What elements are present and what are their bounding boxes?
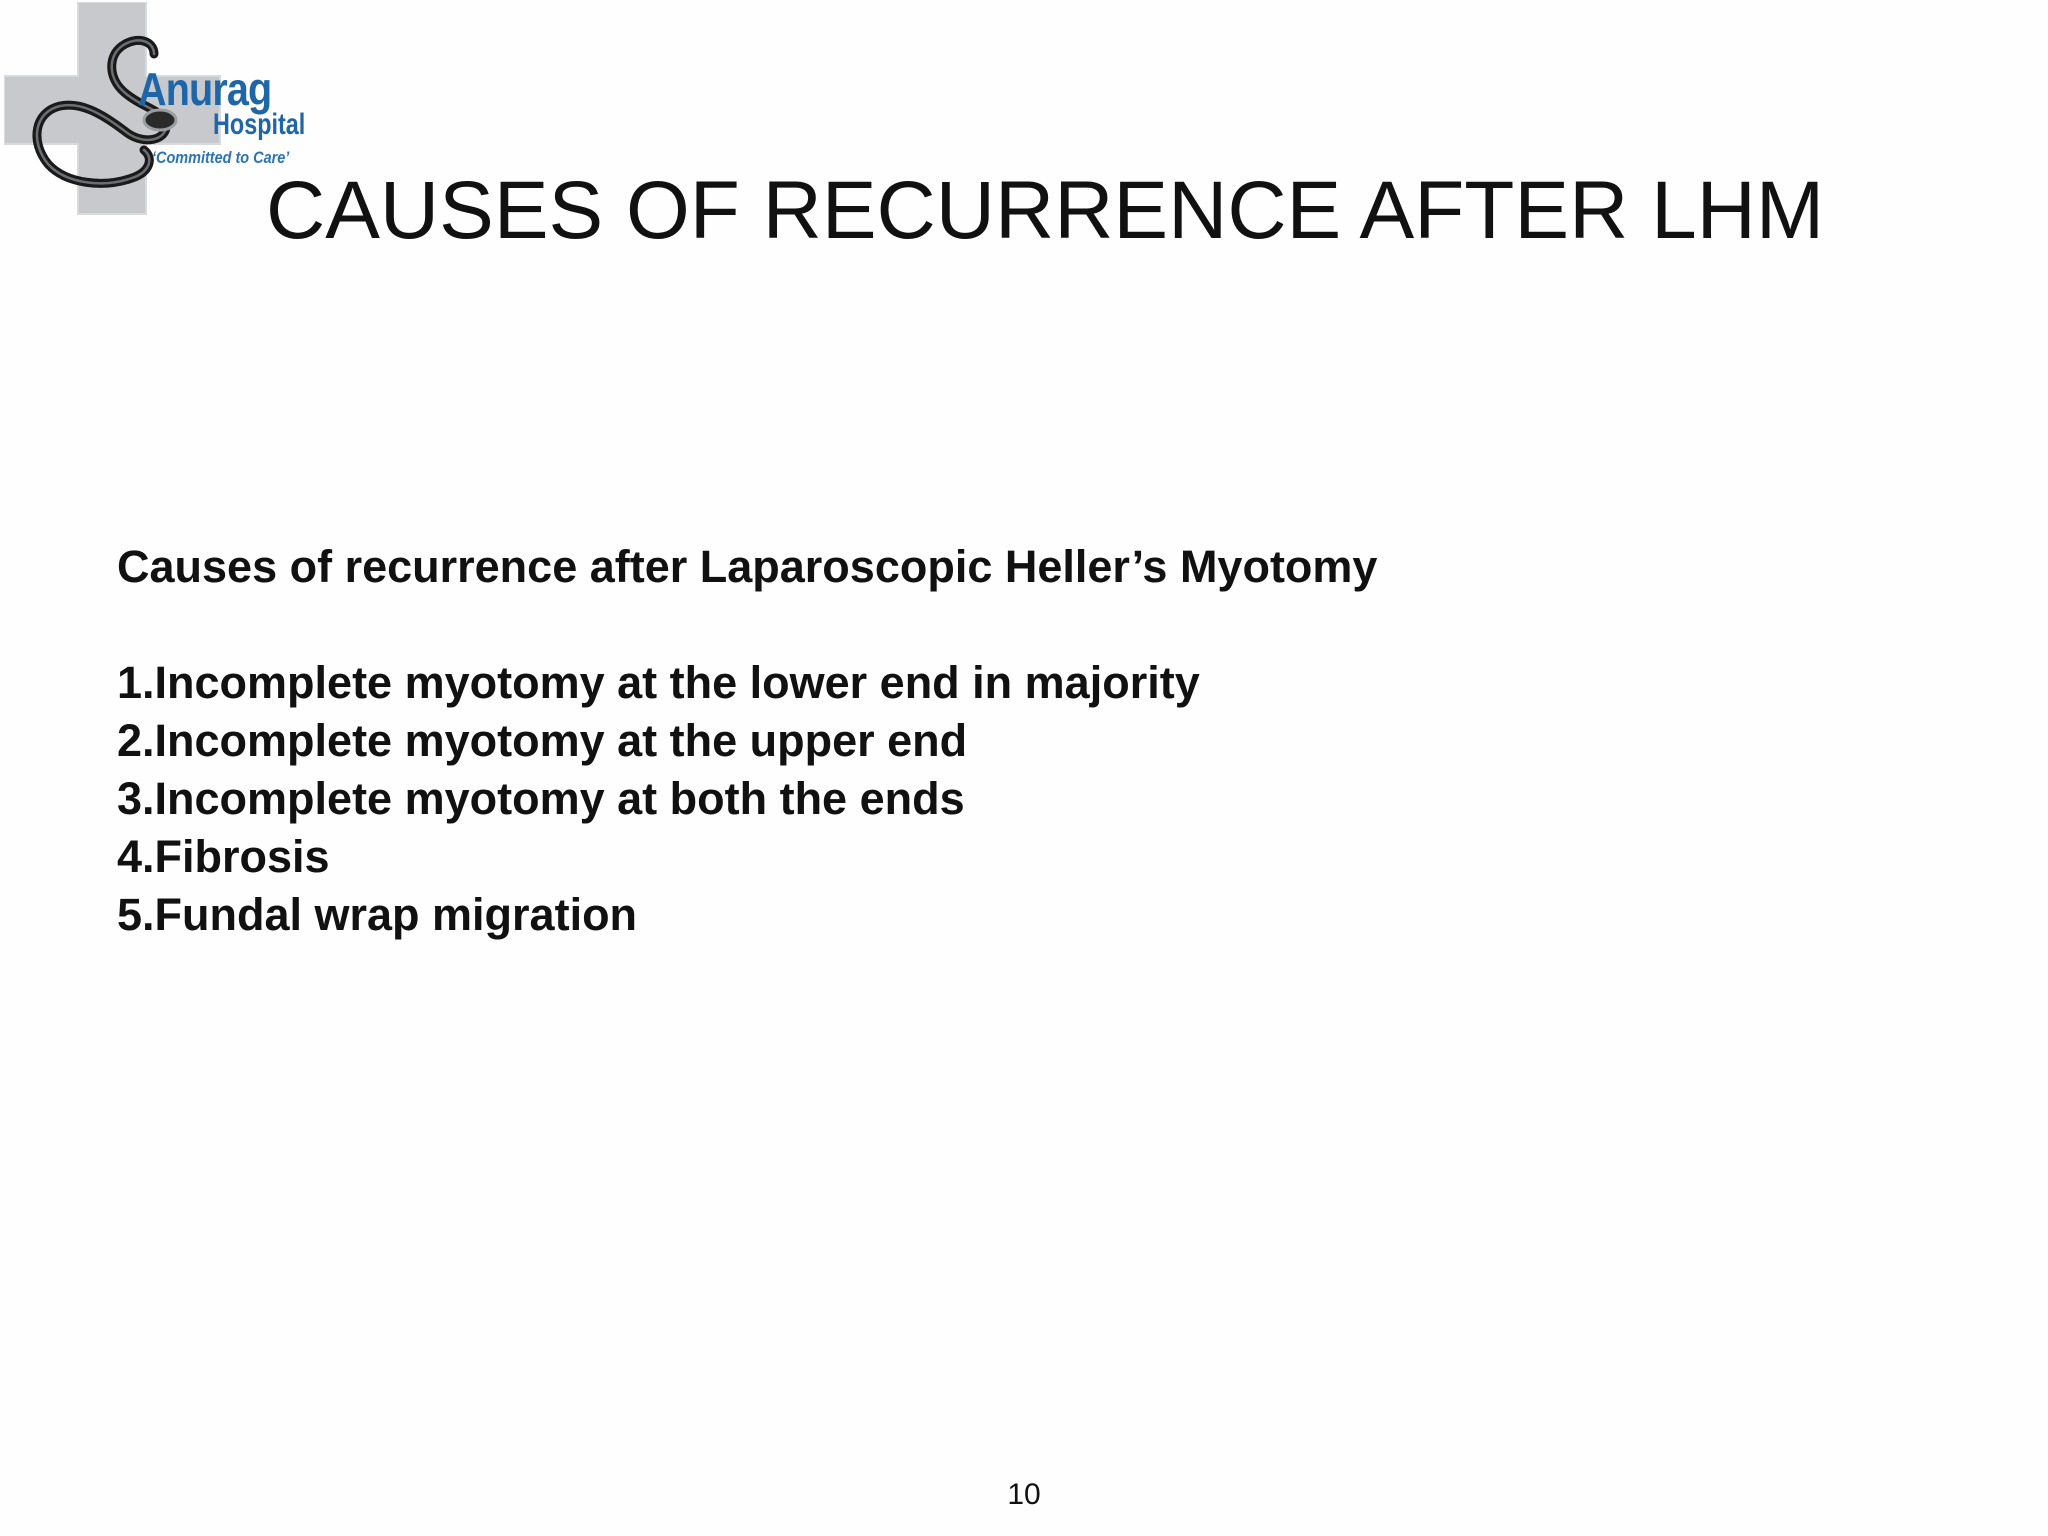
causes-list (117, 654, 1817, 944)
page-number: 10 (1007, 1478, 1041, 1511)
body-lead: Causes of recurrence after Laparoscopic Heller’s Myotomy (117, 541, 1378, 592)
logo-name: Anurag (138, 63, 272, 115)
list-item: 5.Fundal wrap migration (117, 889, 638, 940)
slide-body (117, 538, 1817, 944)
list-item: 1.Incomplete myotomy at the lower end in majority (117, 657, 1200, 708)
slide-title: CAUSES OF RECURRENCE AFTER LHM (266, 165, 1825, 256)
list-item: 2.Incomplete myotomy at the upper end (117, 715, 968, 766)
list-item: 3.Incomplete myotomy at both the ends (117, 773, 965, 824)
list-item: 4.Fibrosis (117, 831, 330, 882)
logo-tagline: ‘Committed to Care’ (152, 148, 290, 167)
logo-subtitle: Hospital (213, 108, 306, 141)
